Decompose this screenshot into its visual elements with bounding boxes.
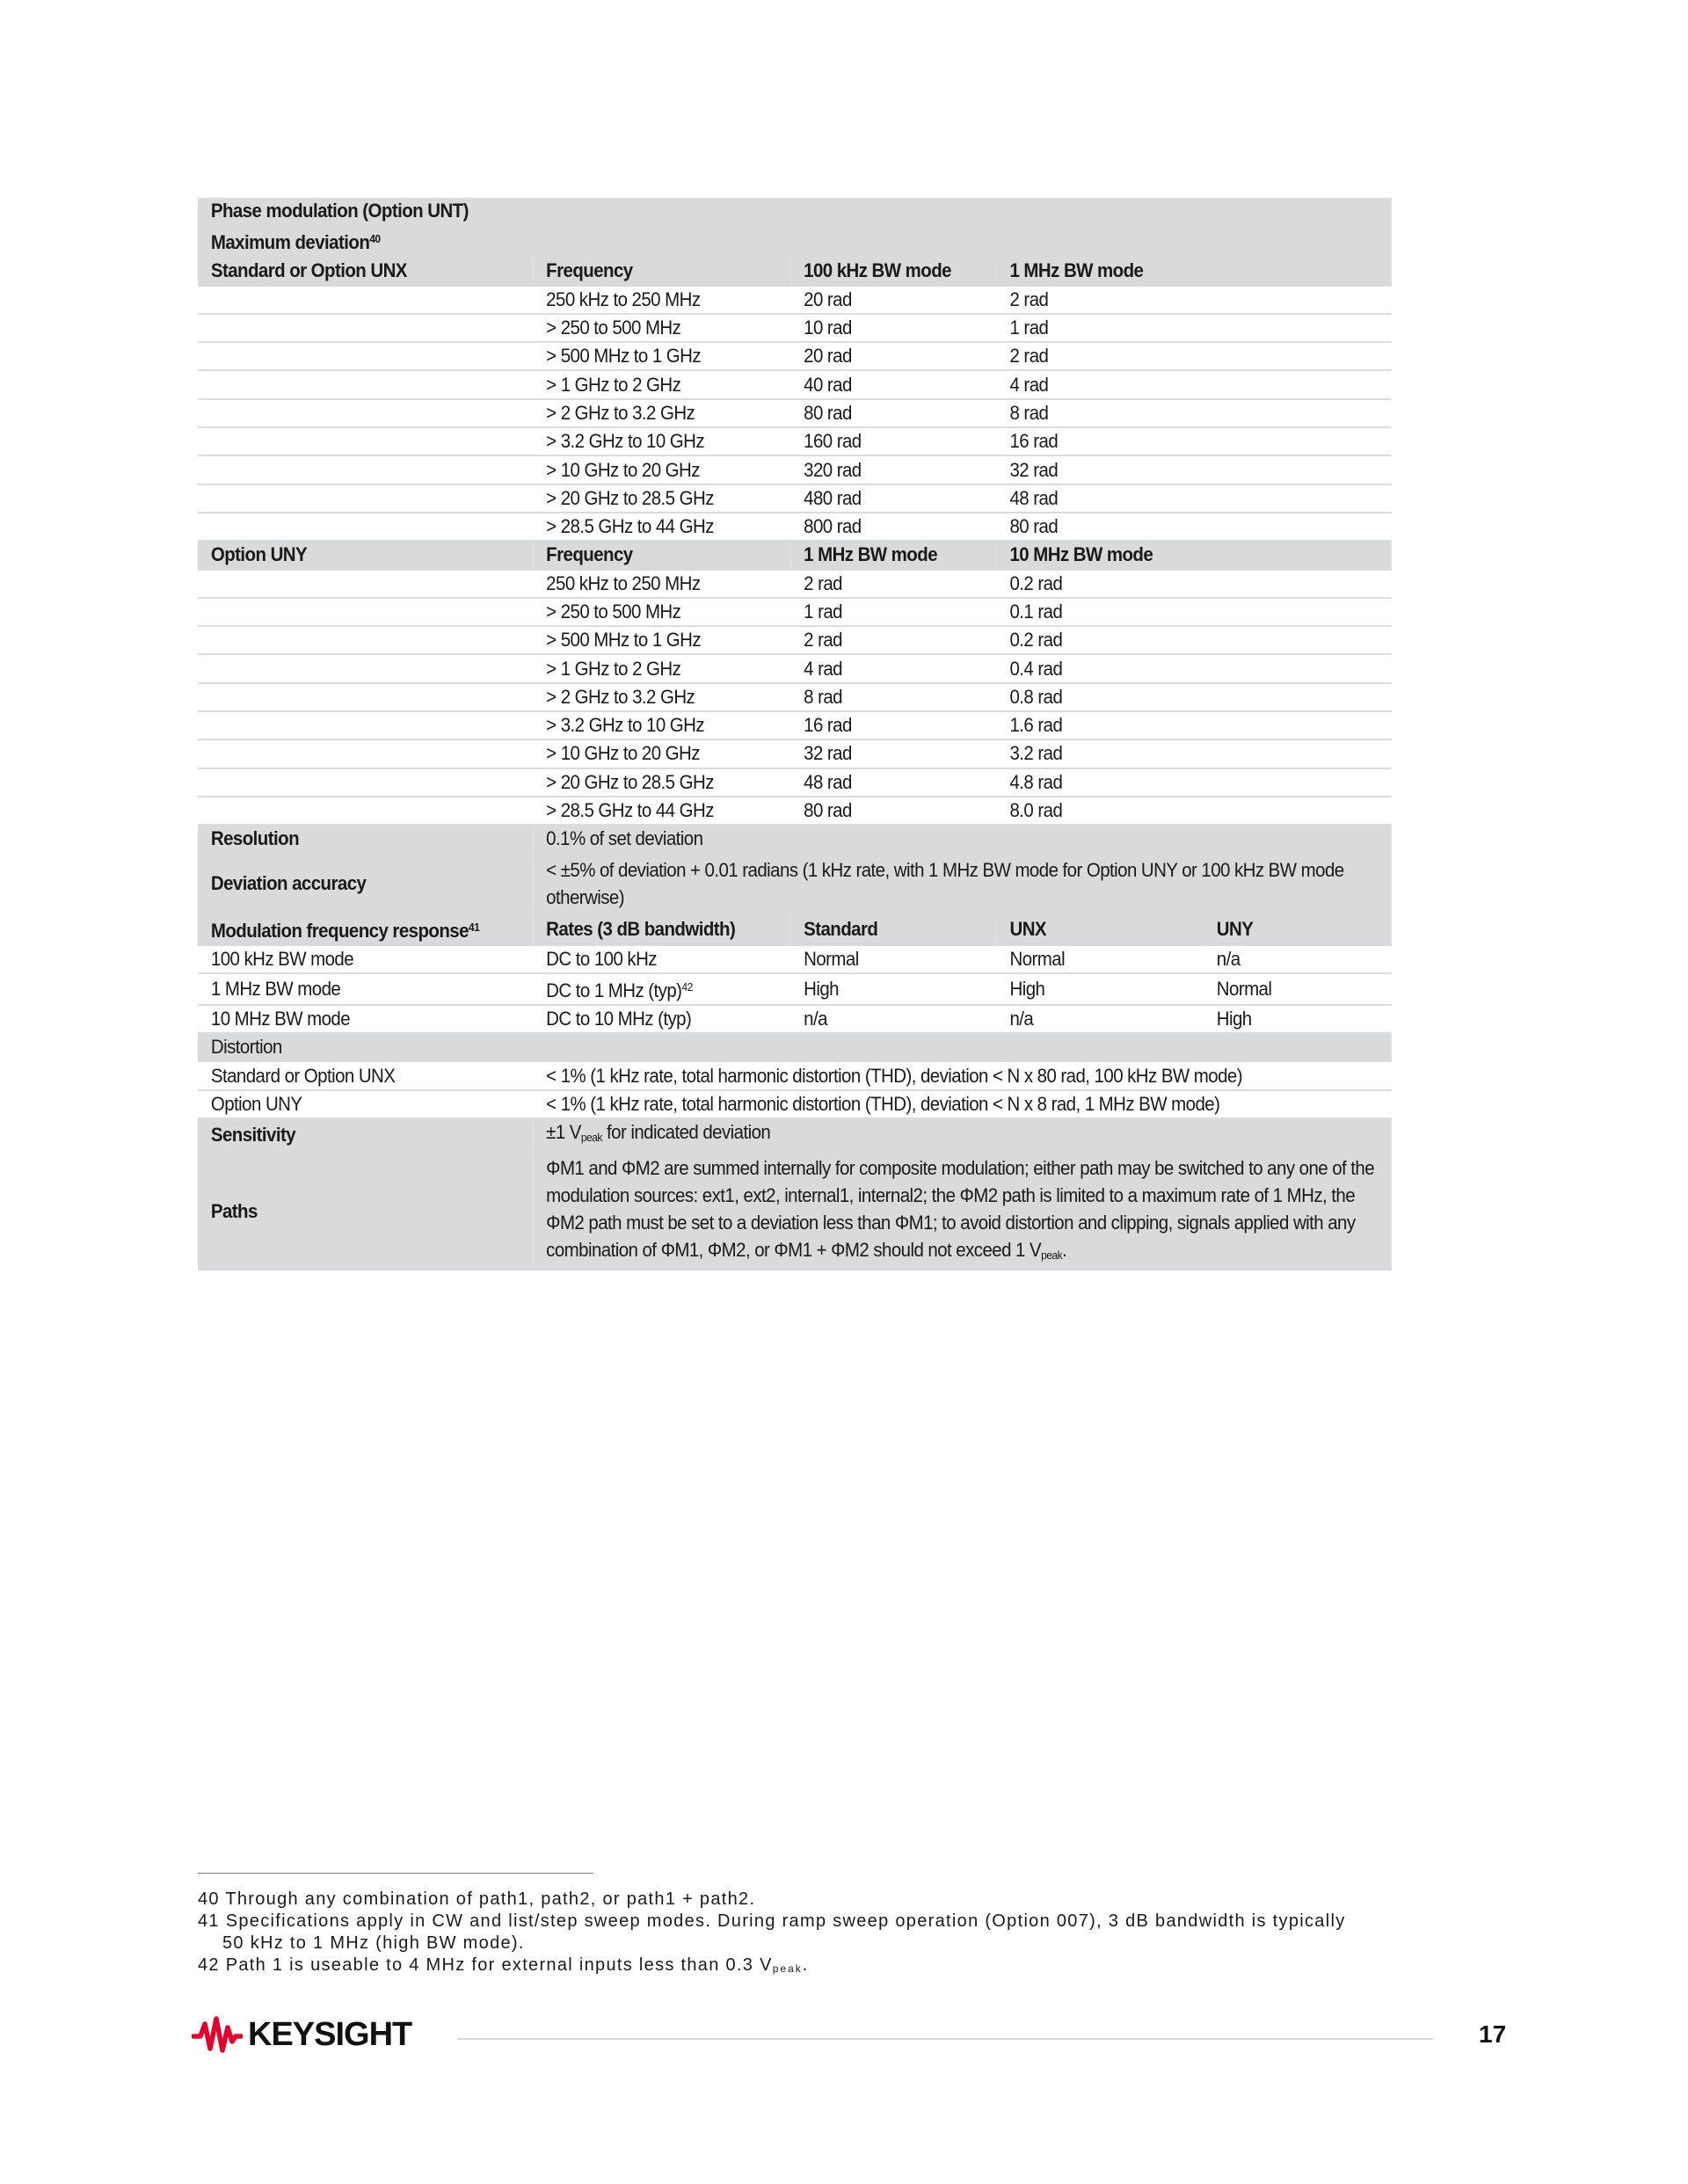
deviation-cell: 480 rad [790,484,996,513]
mod-freq-label: Modulation frequency response$^{41}$ [198,914,533,945]
footnote-40: 40 Through any combination of path1, path2, or path1 + path2. [198,1889,756,1909]
frequency-cell: > 3.2 GHz to 10 GHz [533,711,790,739]
deviation-cell: 1 rad [997,314,1204,342]
deviation-cell: 80 rad [790,399,996,427]
frequency-cell: > 28.5 GHz to 44 GHz [533,797,790,825]
rate-cell: DC to 1 MHz (typ)$^{42}$ [533,973,790,1005]
deviation-accuracy-row [198,854,1392,914]
column-header: Rates (3 dB bandwidth) [533,914,790,945]
frequency-cell: > 500 MHz to 1 GHz [533,626,790,654]
max-deviation-row [198,225,1392,257]
table-row [198,797,1392,825]
table-row [198,286,1392,314]
uny-cell: Normal [1204,973,1392,1005]
logo-text: KEYSIGHT [248,2015,412,2053]
footnote-42: 42 Path 1 is useable to 4 MHz for external inputs less than 0.3 $V_{peak}$. [198,1955,809,1975]
table-row [198,427,1392,455]
deviation-cell: 0.2 rad [997,570,1204,598]
rate-cell: DC to 10 MHz (typ) [533,1005,790,1033]
resolution-value: 0.1% of set deviation [533,825,1392,853]
deviation-cell: 20 rad [790,342,996,370]
footnote-ref-40: 40 [369,232,381,246]
sensitivity-label: Sensitivity [198,1118,533,1152]
deviation-cell: 8 rad [997,399,1204,427]
distortion-row [198,1033,1392,1061]
column-header: Frequency [533,257,790,285]
uny-cell: High [1204,1005,1392,1033]
standard-cell: n/a [790,1005,996,1033]
table-row [198,654,1392,682]
deviation-cell: 160 rad [790,427,996,455]
uny-cell: n/a [1204,945,1392,973]
paths-label: Paths [198,1152,533,1271]
column-header: UNX [997,914,1204,945]
deviation-cell: 320 rad [790,455,996,484]
keysight-logo [192,2015,411,2054]
frequency-cell: > 3.2 GHz to 10 GHz [533,427,790,455]
max-deviation-label: Maximum deviation$^{40}$ [198,225,1392,257]
section-title: Phase modulation (Option UNT) [198,198,1392,225]
deviation-cell: 8 rad [790,683,996,711]
distortion-value-cell: < 1% (1 kHz rate, total harmonic distortion (THD), deviation < N x 8 rad, 1 MHz BW mode) [533,1090,1392,1118]
table-row [198,973,1392,1005]
deviation-cell: 800 rad [790,513,996,541]
deviation-accuracy-value: < ±5% of deviation + 0.01 radians (1 kHz rate, with 1 MHz BW mode for Option UNY or 100 kHz BW mode otherwise) [533,854,1392,914]
deviation-cell: 3.2 rad [997,739,1204,768]
table-row [198,683,1392,711]
phase-modulation-spec-table [198,198,1392,1272]
column-header: Standard [790,914,996,945]
resolution-label: Resolution [198,825,533,853]
column-header: UNY [1204,914,1392,945]
frequency-cell: > 2 GHz to 3.2 GHz [533,683,790,711]
deviation-cell: 2 rad [790,570,996,598]
table-row [198,1090,1392,1118]
rate-cell: DC to 100 kHz [533,945,790,973]
deviation-cell: 20 rad [790,286,996,314]
frequency-cell: > 10 GHz to 20 GHz [533,739,790,768]
table-row [198,570,1392,598]
empty-cell [1204,541,1392,569]
distortion-option-cell: Option UNY [198,1090,533,1118]
deviation-cell: 4 rad [790,654,996,682]
standard-cell: High [790,973,996,1005]
empty-cell [1204,257,1392,285]
table-row [198,711,1392,739]
uny-header-row [198,541,1392,569]
frequency-cell: 250 kHz to 250 MHz [533,570,790,598]
frequency-cell: 250 kHz to 250 MHz [533,286,790,314]
deviation-cell: 0.2 rad [997,626,1204,654]
deviation-cell: 40 rad [790,370,996,398]
table-row [198,455,1392,484]
frequency-cell: > 500 MHz to 1 GHz [533,342,790,370]
frequency-cell: > 20 GHz to 28.5 GHz [533,768,790,797]
distortion-label: Distortion [198,1033,1392,1061]
deviation-cell: 10 rad [790,314,996,342]
table-row [198,598,1392,626]
paths-value: ΦM1 and ΦM2 are summed internally for composite modulation; either path may be switched to any one of the modulation sources: ext1, ext2, internal1, internal2; the ΦM2 path is limited to a maximum rate of 1 MHz, the ΦM2 path must be set to a deviation less than ΦM1; to avoid distortion and clipping, signals applied with any combination of ΦM1, ΦM2, or ΦM1 + ΦM2 should not exceed 1 $V_{peak}$. [533,1152,1392,1271]
footnote-ref-42: 42 [681,979,693,994]
sensitivity-row [198,1118,1392,1152]
deviation-cell: 0.4 rad [997,654,1204,682]
deviation-cell: 4.8 rad [997,768,1204,797]
sensitivity-value: ±1 $V_{peak}$ for indicated deviation [533,1118,1392,1152]
deviation-cell: 0.8 rad [997,683,1204,711]
deviation-cell: 1.6 rad [997,711,1204,739]
deviation-cell: 80 rad [997,513,1204,541]
deviation-cell: 2 rad [997,342,1204,370]
table-row [198,768,1392,797]
frequency-cell: > 10 GHz to 20 GHz [533,455,790,484]
table-row [198,342,1392,370]
frequency-cell: > 20 GHz to 28.5 GHz [533,484,790,513]
deviation-cell: 48 rad [997,484,1204,513]
uny-label: Option UNY [198,541,533,569]
footer-divider [457,2038,1433,2040]
table-row [198,513,1392,541]
distortion-value-cell: < 1% (1 kHz rate, total harmonic distortion (THD), deviation < N x 80 rad, 100 kHz BW mode) [533,1061,1392,1089]
distortion-option-cell: Standard or Option UNX [198,1061,533,1089]
mode-cell: 100 kHz BW mode [198,945,533,973]
paths-row [198,1152,1392,1271]
table-row [198,314,1392,342]
table-row [198,399,1392,427]
deviation-cell: 48 rad [790,768,996,797]
frequency-cell: > 28.5 GHz to 44 GHz [533,513,790,541]
table-row [198,484,1392,513]
mode-cell: 1 MHz BW mode [198,973,533,1005]
deviation-cell: 80 rad [790,797,996,825]
section-title-row [198,198,1392,225]
unx-cell: n/a [997,1005,1204,1033]
mode-cell: 10 MHz BW mode [198,1005,533,1033]
deviation-cell: 1 rad [790,598,996,626]
table-row [198,945,1392,973]
table-row [198,626,1392,654]
deviation-cell: 32 rad [790,739,996,768]
deviation-accuracy-label: Deviation accuracy [198,854,533,914]
table-row [198,1061,1392,1089]
footnote-41: 41 Specifications apply in CW and list/step sweep modes. During ramp sweep operation (Option 007), 3 dB bandwidth is typically 50 kHz to 1 MHz (high BW mode). [198,1911,1346,1953]
waveform-logo-icon [192,2015,243,2054]
table-row [198,370,1392,398]
standard-header-row [198,257,1392,285]
unx-cell: High [997,973,1204,1005]
frequency-cell: > 1 GHz to 2 GHz [533,370,790,398]
deviation-cell: 2 rad [790,626,996,654]
table-row [198,1005,1392,1033]
deviation-cell: 8.0 rad [997,797,1204,825]
frequency-cell: > 250 to 500 MHz [533,314,790,342]
deviation-cell: 32 rad [997,455,1204,484]
column-header: 1 MHz BW mode [790,541,996,569]
column-header: 1 MHz BW mode [997,257,1204,285]
frequency-cell: > 2 GHz to 3.2 GHz [533,399,790,427]
column-header: 10 MHz BW mode [997,541,1204,569]
frequency-cell: > 1 GHz to 2 GHz [533,654,790,682]
frequency-cell: > 250 to 500 MHz [533,598,790,626]
mod-freq-header-row [198,914,1392,945]
standard-cell: Normal [790,945,996,973]
deviation-cell: 4 rad [997,370,1204,398]
standard-label: Standard or Option UNX [198,257,533,285]
resolution-row [198,825,1392,853]
deviation-cell: 2 rad [997,286,1204,314]
deviation-cell: 0.1 rad [997,598,1204,626]
deviation-cell: 16 rad [997,427,1204,455]
column-header: 100 kHz BW mode [790,257,996,285]
column-header: Frequency [533,541,790,569]
page-number: 17 [1479,2020,1507,2048]
footnote-ref-41: 41 [468,920,480,934]
footnote-divider [198,1873,593,1874]
table-row [198,739,1392,768]
deviation-cell: 16 rad [790,711,996,739]
unx-cell: Normal [997,945,1204,973]
